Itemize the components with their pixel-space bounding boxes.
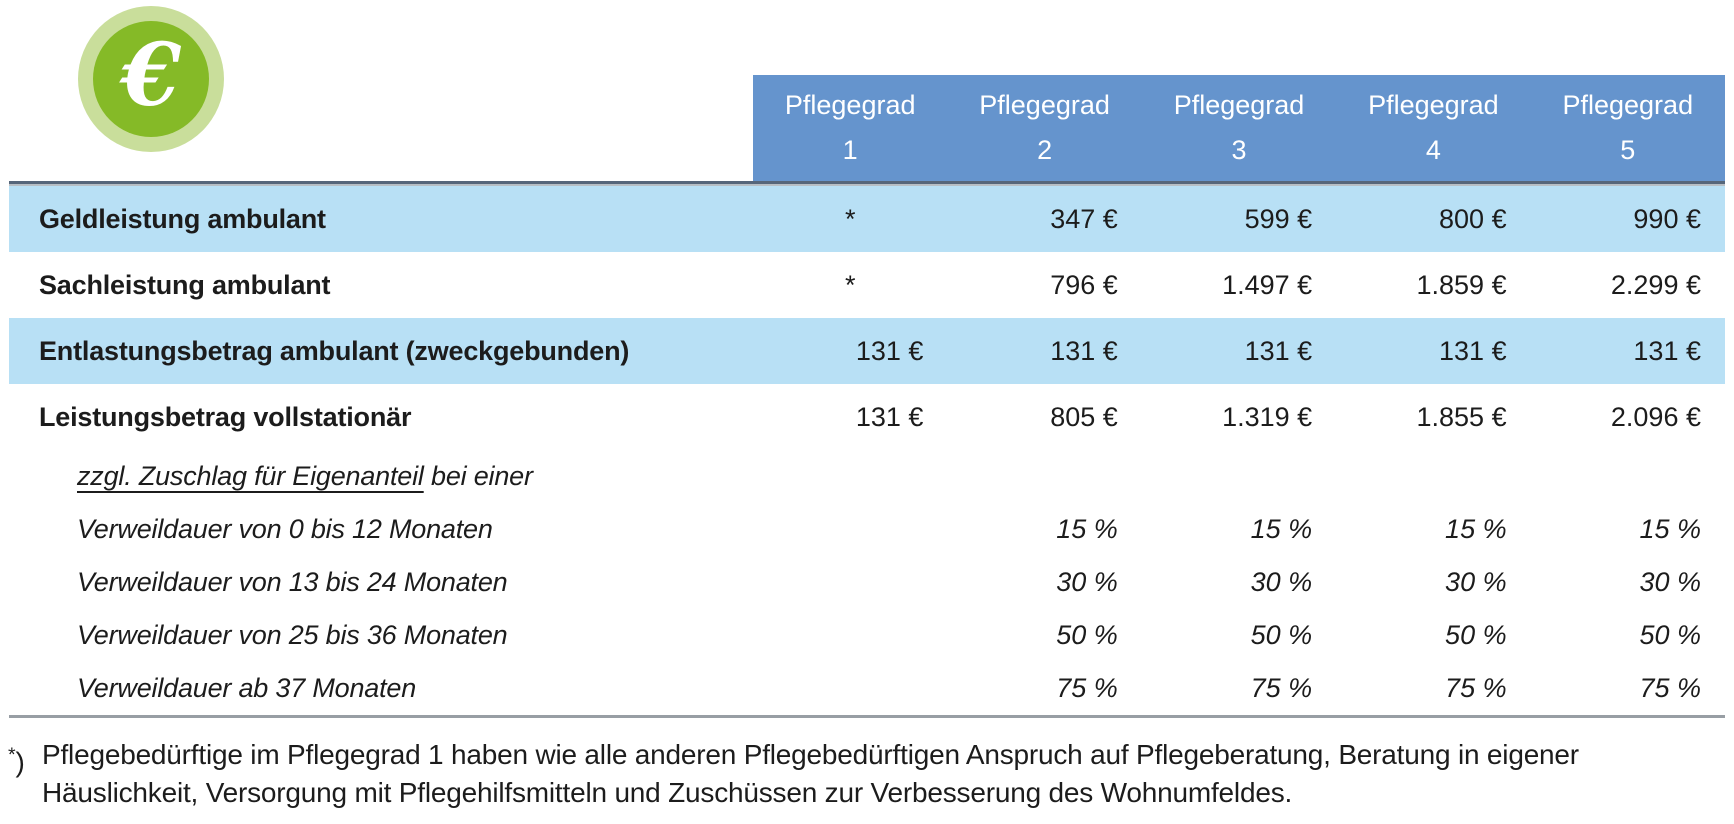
value-cell: 50 % xyxy=(1056,620,1118,650)
column-header-number: 4 xyxy=(1425,135,1441,165)
table-bottom-border xyxy=(9,715,1725,718)
value-cell: * xyxy=(844,269,856,300)
value-cell: 50 % xyxy=(1445,620,1507,650)
value-cell: 50 % xyxy=(1639,620,1701,650)
value-cell: 75 % xyxy=(1056,673,1118,703)
value-cell: 75 % xyxy=(1639,673,1701,703)
euro-icon-inner xyxy=(93,21,209,137)
value-cell: 30 % xyxy=(1639,567,1701,597)
value-cell: 30 % xyxy=(1056,567,1118,597)
value-cell: 1.497 € xyxy=(1222,269,1313,300)
column-header-pflegegrad-1 xyxy=(753,75,947,181)
value-cell: 131 € xyxy=(1633,335,1701,366)
row-label: Sachleistung ambulant xyxy=(39,269,331,300)
value-cell: 800 € xyxy=(1439,203,1507,234)
column-header-pflegegrad-4 xyxy=(1336,75,1530,181)
value-cell: 2.096 € xyxy=(1610,401,1701,432)
row-label-underlined: zzgl. Zuschlag für Eigenanteil xyxy=(77,461,424,491)
table-row-verweildauer-13-24 xyxy=(9,556,1725,609)
row-label: Verweildauer von 0 bis 12 Monaten xyxy=(77,514,493,544)
row-label: Verweildauer von 25 bis 36 Monaten xyxy=(77,620,508,650)
footnote-asterisk: * xyxy=(8,744,16,766)
value-cell: 1.859 € xyxy=(1416,269,1507,300)
value-cell: * xyxy=(844,203,856,234)
footnote-marker xyxy=(8,736,42,812)
table-row-verweildauer-ab-37 xyxy=(9,662,1725,715)
table-header-row xyxy=(753,75,1725,181)
euro-icon xyxy=(78,6,224,152)
value-cell: 2.299 € xyxy=(1610,269,1701,300)
footnote-text xyxy=(42,736,1579,812)
value-cell: 30 % xyxy=(1445,567,1507,597)
value-cell: 796 € xyxy=(1050,269,1118,300)
value-cell: 347 € xyxy=(1050,203,1118,234)
footnote xyxy=(8,736,1579,812)
value-cell: 1.319 € xyxy=(1222,401,1313,432)
value-cell: 599 € xyxy=(1244,203,1313,234)
table-row-verweildauer-0-12 xyxy=(9,503,1725,556)
value-cell: 131 € xyxy=(855,335,924,366)
table-row-entlastungsbetrag xyxy=(9,318,1725,384)
row-label: Geldleistung ambulant xyxy=(39,203,326,234)
value-cell: 131 € xyxy=(1244,335,1313,366)
table-body xyxy=(9,181,1725,718)
column-header-number: 2 xyxy=(1037,135,1053,165)
column-header-pflegegrad-5 xyxy=(1531,75,1725,181)
row-label: Verweildauer ab 37 Monaten xyxy=(77,673,417,703)
euro-symbol: € xyxy=(121,24,181,126)
row-label: Entlastungsbetrag ambulant (zweckgebunden) xyxy=(39,335,630,366)
value-cell: 131 € xyxy=(1050,335,1118,366)
value-cell: 50 % xyxy=(1250,620,1313,650)
table-row-zuschlag-eigenanteil xyxy=(9,450,1725,503)
table-row-verweildauer-25-36 xyxy=(9,609,1725,662)
column-header-pflegegrad-2 xyxy=(947,75,1141,181)
column-header-title: Pflegegrad xyxy=(1562,90,1694,120)
row-label: Leistungsbetrag vollstationär xyxy=(39,401,412,432)
value-cell: 75 % xyxy=(1445,673,1507,703)
value-cell: 1.855 € xyxy=(1416,401,1507,432)
value-cell: 30 % xyxy=(1250,567,1313,597)
row-label: Verweildauer von 13 bis 24 Monaten xyxy=(77,567,508,597)
table-row-leistungsbetrag xyxy=(9,384,1725,450)
footnote-line-1: Pflegebedürftige im Pflegegrad 1 haben wie alle anderen Pflegebedürftigen Anspruch auf Pflegeberatung, Beratung in eigener xyxy=(42,739,1579,770)
column-header-number: 5 xyxy=(1620,135,1636,165)
column-header-title: Pflegegrad xyxy=(784,90,916,120)
value-cell: 75 % xyxy=(1250,673,1313,703)
column-header-number: 3 xyxy=(1231,135,1247,165)
column-header-title: Pflegegrad xyxy=(1173,90,1305,120)
column-header-pflegegrad-3 xyxy=(1142,75,1336,181)
value-cell: 15 % xyxy=(1639,514,1701,544)
value-cell: 805 € xyxy=(1050,401,1118,432)
row-label-rest: bei einer xyxy=(423,461,533,491)
footnote-paren: ) xyxy=(15,746,25,778)
value-cell: 131 € xyxy=(855,401,924,432)
column-header-number: 1 xyxy=(842,135,858,165)
value-cell: 131 € xyxy=(1439,335,1507,366)
column-header-title: Pflegegrad xyxy=(1368,90,1499,120)
row-label xyxy=(9,461,753,492)
table-row-geldleistung xyxy=(9,186,1725,252)
column-header-title: Pflegegrad xyxy=(979,90,1110,120)
value-cell: 990 € xyxy=(1633,203,1701,234)
footnote-line-2: Häuslichkeit, Versorgung mit Pflegehilfsmitteln und Zuschüssen zur Verbesserung des Wohnumfeldes. xyxy=(42,777,1293,808)
value-cell: 15 % xyxy=(1056,514,1118,544)
value-cell: 15 % xyxy=(1445,514,1507,544)
table-row-sachleistung xyxy=(9,252,1725,318)
value-cell: 15 % xyxy=(1250,514,1313,544)
